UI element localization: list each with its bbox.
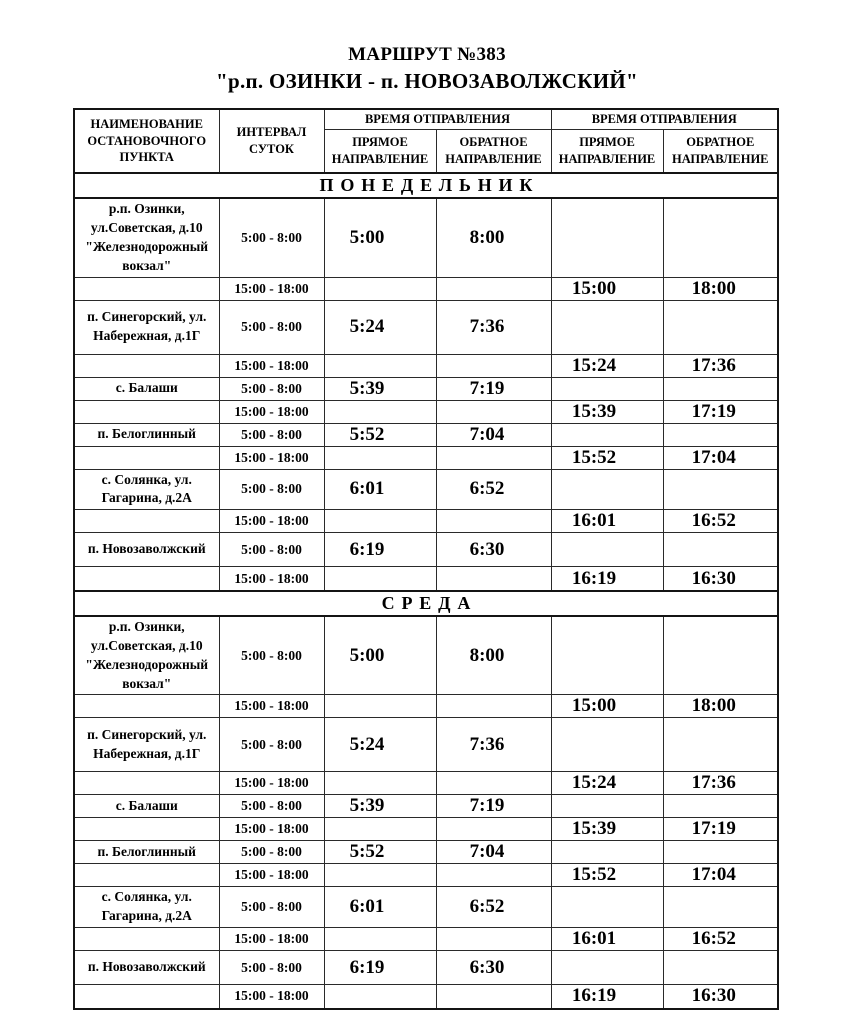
header-stop-name: НАИМЕНОВАНИЕ ОСТАНОВОЧНОГО ПУНКТА [74,109,219,173]
table-row [74,354,778,377]
table-row [74,928,778,951]
timetable-body [74,173,778,1009]
time-reverse-am [436,928,551,951]
time-reverse-pm: 18:00 [663,277,778,300]
time-reverse-am [436,985,551,1009]
stop-name-cell [74,864,219,887]
stop-name-cell: с. Солянка, ул. Гагарина, д.2А [74,887,219,928]
time-reverse-pm [663,951,778,985]
stop-name-cell: с. Балаши [74,377,219,400]
time-direct-am [324,985,436,1009]
time-direct-am [324,567,436,591]
table-row [74,469,778,510]
day-band: СРЕДА [74,591,778,616]
time-direct-pm: 16:19 [551,985,663,1009]
header-direct-1: ПРЯМОЕ НАПРАВЛЕНИЕ [324,129,436,173]
time-reverse-am [436,400,551,423]
time-reverse-am: 6:52 [436,469,551,510]
time-reverse-pm: 17:04 [663,864,778,887]
header-departure-group-1: ВРЕМЯ ОТПРАВЛЕНИЯ [324,109,551,129]
time-reverse-pm [663,533,778,567]
interval-cell: 15:00 - 18:00 [219,818,324,841]
time-direct-am: 5:24 [324,718,436,772]
time-reverse-am: 6:30 [436,533,551,567]
time-reverse-am: 7:36 [436,300,551,354]
stop-name-cell [74,400,219,423]
interval-cell: 5:00 - 8:00 [219,198,324,277]
time-direct-am [324,818,436,841]
table-row [74,818,778,841]
time-direct-pm: 15:24 [551,354,663,377]
time-direct-am [324,510,436,533]
time-direct-pm: 16:19 [551,567,663,591]
time-direct-pm [551,951,663,985]
time-reverse-am: 6:30 [436,951,551,985]
table-row [74,951,778,985]
interval-cell: 5:00 - 8:00 [219,377,324,400]
time-reverse-pm: 17:36 [663,354,778,377]
table-row [74,695,778,718]
table-row [74,446,778,469]
time-reverse-am [436,695,551,718]
table-row [74,533,778,567]
stop-name-cell [74,277,219,300]
stop-name-cell [74,567,219,591]
time-reverse-pm [663,377,778,400]
stop-name-cell: р.п. Озинки, ул.Советская, д.10 "Железнодорожный вокзал" [74,616,219,695]
stop-name-cell [74,446,219,469]
time-reverse-am [436,864,551,887]
time-reverse-am: 7:19 [436,795,551,818]
header-interval: ИНТЕРВАЛ СУТОК [219,109,324,173]
time-reverse-am: 7:36 [436,718,551,772]
time-reverse-pm [663,887,778,928]
table-row [74,864,778,887]
interval-cell: 15:00 - 18:00 [219,277,324,300]
table-row [74,985,778,1009]
interval-cell: 15:00 - 18:00 [219,510,324,533]
time-direct-am [324,354,436,377]
interval-cell: 15:00 - 18:00 [219,985,324,1009]
time-direct-am [324,864,436,887]
time-direct-pm [551,469,663,510]
time-direct-am: 6:19 [324,951,436,985]
time-reverse-pm: 17:19 [663,818,778,841]
table-row [74,400,778,423]
interval-cell: 5:00 - 8:00 [219,718,324,772]
interval-cell: 5:00 - 8:00 [219,616,324,695]
header-departure-group-2: ВРЕМЯ ОТПРАВЛЕНИЯ [551,109,778,129]
time-direct-pm: 15:24 [551,772,663,795]
table-row [74,567,778,591]
time-direct-pm [551,533,663,567]
time-reverse-am: 8:00 [436,616,551,695]
stop-name-cell: с. Солянка, ул. Гагарина, д.2А [74,469,219,510]
time-reverse-pm: 18:00 [663,695,778,718]
time-reverse-pm [663,841,778,864]
stop-name-cell: п. Новозаволжский [74,951,219,985]
time-reverse-pm: 17:19 [663,400,778,423]
time-direct-am [324,772,436,795]
time-direct-am: 5:00 [324,198,436,277]
header-reverse-2: ОБРАТНОЕ НАПРАВЛЕНИЕ [663,129,778,173]
time-reverse-am [436,567,551,591]
time-reverse-am [436,818,551,841]
route-number-title: МАРШРУТ №383 [348,44,506,65]
interval-cell: 15:00 - 18:00 [219,772,324,795]
interval-cell: 5:00 - 8:00 [219,533,324,567]
stop-name-cell [74,985,219,1009]
time-reverse-pm [663,469,778,510]
interval-cell: 5:00 - 8:00 [219,887,324,928]
interval-cell: 15:00 - 18:00 [219,567,324,591]
table-row [74,772,778,795]
time-direct-am: 6:01 [324,887,436,928]
time-reverse-pm: 16:30 [663,567,778,591]
interval-cell: 15:00 - 18:00 [219,354,324,377]
table-row [74,841,778,864]
time-direct-am: 5:24 [324,300,436,354]
stop-name-cell [74,354,219,377]
time-direct-pm: 16:01 [551,928,663,951]
time-direct-pm: 15:52 [551,864,663,887]
time-reverse-am: 7:04 [436,423,551,446]
day-band: ПОНЕДЕЛЬНИК [74,173,778,198]
time-direct-am: 5:00 [324,616,436,695]
time-reverse-am [436,510,551,533]
time-reverse-am [436,772,551,795]
stop-name-cell: с. Балаши [74,795,219,818]
stop-name-cell: п. Белоглинный [74,423,219,446]
time-reverse-pm: 16:30 [663,985,778,1009]
table-row [74,300,778,354]
interval-cell: 15:00 - 18:00 [219,928,324,951]
time-reverse-pm: 16:52 [663,510,778,533]
interval-cell: 15:00 - 18:00 [219,446,324,469]
time-direct-pm [551,887,663,928]
timetable [73,108,779,1010]
time-direct-pm: 16:01 [551,510,663,533]
time-direct-pm: 15:39 [551,400,663,423]
time-reverse-pm [663,718,778,772]
timetable-header [74,109,778,173]
time-reverse-pm [663,616,778,695]
time-direct-am [324,400,436,423]
header-direct-2: ПРЯМОЕ НАПРАВЛЕНИЕ [551,129,663,173]
time-direct-pm: 15:00 [551,277,663,300]
table-row [74,795,778,818]
time-reverse-am [436,446,551,469]
time-direct-pm: 15:39 [551,818,663,841]
table-row [74,277,778,300]
interval-cell: 5:00 - 8:00 [219,841,324,864]
time-direct-pm [551,300,663,354]
stop-name-cell [74,510,219,533]
interval-cell: 5:00 - 8:00 [219,300,324,354]
time-direct-am: 5:52 [324,423,436,446]
time-reverse-am: 7:19 [436,377,551,400]
stop-name-cell: п. Белоглинный [74,841,219,864]
time-reverse-pm [663,300,778,354]
time-reverse-pm [663,795,778,818]
time-direct-am: 5:39 [324,377,436,400]
stop-name-cell [74,928,219,951]
time-direct-am: 5:52 [324,841,436,864]
time-direct-pm: 15:00 [551,695,663,718]
time-direct-am [324,928,436,951]
time-reverse-pm [663,198,778,277]
table-row [74,718,778,772]
interval-cell: 15:00 - 18:00 [219,400,324,423]
table-row [74,377,778,400]
time-direct-am [324,446,436,469]
time-direct-pm [551,795,663,818]
time-direct-am [324,695,436,718]
stop-name-cell: п. Новозаволжский [74,533,219,567]
timetable-wrap [73,108,777,1010]
interval-cell: 5:00 - 8:00 [219,423,324,446]
time-direct-am: 6:19 [324,533,436,567]
time-reverse-pm: 17:04 [663,446,778,469]
stop-name-cell: п. Синегорский, ул. Набережная, д.1Г [74,300,219,354]
header-reverse-1: ОБРАТНОЕ НАПРАВЛЕНИЕ [436,129,551,173]
time-direct-pm [551,616,663,695]
table-row [74,423,778,446]
time-reverse-am [436,354,551,377]
table-row [74,887,778,928]
time-direct-pm: 15:52 [551,446,663,469]
time-reverse-am [436,277,551,300]
time-reverse-pm [663,423,778,446]
interval-cell: 5:00 - 8:00 [219,795,324,818]
interval-cell: 5:00 - 8:00 [219,951,324,985]
interval-cell: 15:00 - 18:00 [219,695,324,718]
time-direct-pm [551,377,663,400]
stop-name-cell: р.п. Озинки, ул.Советская, д.10 "Железнодорожный вокзал" [74,198,219,277]
time-reverse-am: 8:00 [436,198,551,277]
time-direct-pm [551,198,663,277]
stop-name-cell [74,818,219,841]
table-row [74,510,778,533]
stop-name-cell [74,695,219,718]
time-direct-am: 5:39 [324,795,436,818]
interval-cell: 5:00 - 8:00 [219,469,324,510]
table-row [74,198,778,277]
time-direct-am [324,277,436,300]
route-title-block [0,44,854,94]
route-endpoints-title: "р.п. ОЗИНКИ - п. НОВОЗАВОЛЖСКИЙ" [216,69,638,93]
stop-name-cell [74,772,219,795]
table-row [74,616,778,695]
time-reverse-am: 7:04 [436,841,551,864]
time-reverse-pm: 16:52 [663,928,778,951]
time-reverse-pm: 17:36 [663,772,778,795]
interval-cell: 15:00 - 18:00 [219,864,324,887]
stop-name-cell: п. Синегорский, ул. Набережная, д.1Г [74,718,219,772]
time-direct-pm [551,423,663,446]
time-reverse-am: 6:52 [436,887,551,928]
time-direct-pm [551,841,663,864]
time-direct-am: 6:01 [324,469,436,510]
time-direct-pm [551,718,663,772]
